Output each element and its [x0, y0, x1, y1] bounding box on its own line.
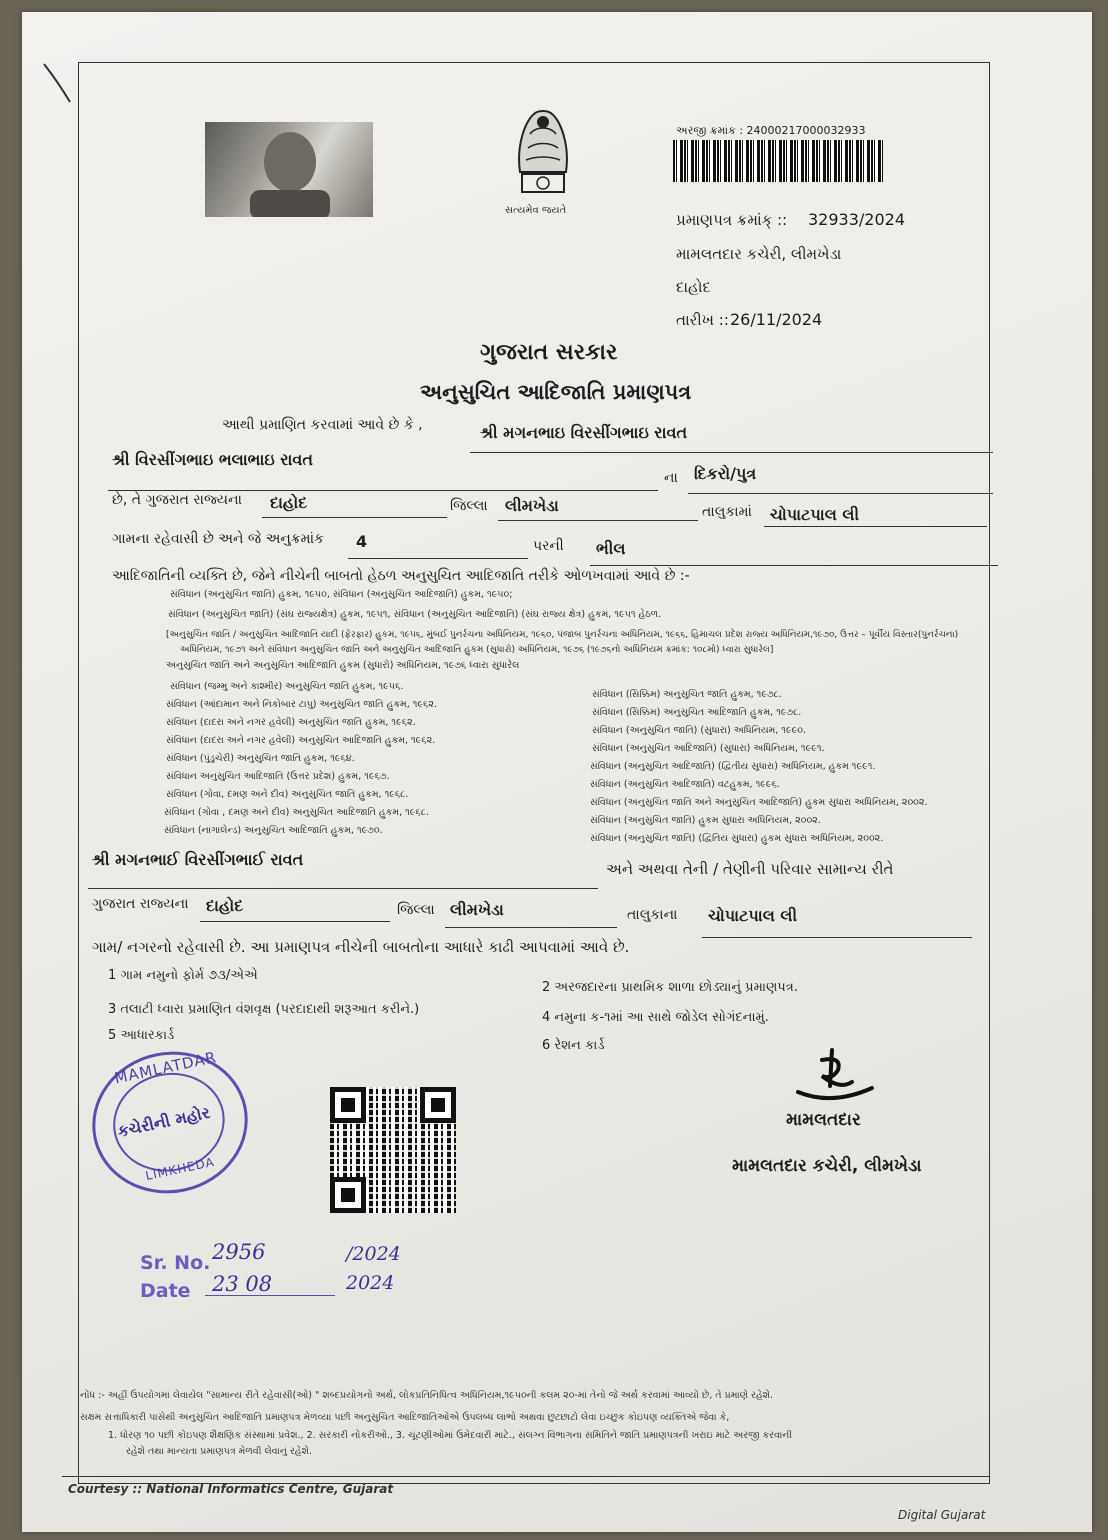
- serial-underline: [348, 558, 528, 559]
- order-left-7: સંવિધાન (ગોવા, દમણ અને દીવ) અનુસુચિત જાતિ હુકમ, ૧૯૬૮.: [166, 789, 409, 800]
- certificate-title: અનુસુચિત આદિજાતિ પ્રમાણપત્ર: [420, 380, 692, 404]
- residence-village-underline: [702, 937, 972, 938]
- order-right-2: સંવિધાન (સિક્કિમ) અનુસુચિત આદિજાતિ હુકમ, ૧૯૭૮.: [592, 707, 802, 718]
- handwritten-date-year: 2024: [346, 1272, 395, 1294]
- tribe-text: આદિજાતિની વ્યક્તિ છે, જેને નીચેની બાબતો હેઠળ અનુસુચિત આદિજાતિ તરીકે ઓળખવામાં આવે છે :-: [112, 568, 690, 584]
- residence-village-value: ચોપાટપાલ લી: [708, 906, 798, 925]
- village-underline: [764, 526, 987, 527]
- document-5: 5 આધારકાર્ડ: [108, 1028, 175, 1043]
- district-label: જિલ્લા: [450, 498, 488, 514]
- relation-value: દિકરો/પુત્ર: [694, 464, 757, 483]
- qr-finder-top-right: [420, 1087, 456, 1123]
- order-right-7: સંવિધાન (અનુસુચિત જાતિ અને અનુસુચિત આદિજાતિ) હુકમ સુધારા અધિનિયમ, ૨૦૦૨.: [590, 797, 928, 808]
- seal-bottom-text: LIMKHEDA: [144, 1154, 216, 1184]
- handwritten-date-underline: [205, 1295, 335, 1296]
- order-right-6: સંવિધાન (અનુસુચિત આદિજાતિ) વટહુકમ, ૧૯૯૬.: [590, 779, 780, 790]
- subdistrict-value: લીમખેડા: [505, 496, 559, 515]
- courtesy-text: Courtesy :: National Informatics Centre, Gujarat: [68, 1482, 394, 1496]
- residence-district-underline: [200, 921, 390, 922]
- signatory-designation: મામલતદાર: [786, 1110, 861, 1130]
- pen-mark: [40, 58, 80, 108]
- order-top-1: સંવિધાન (અનુસુચિત જાતિ) હુકમ, ૧૯૫૦, સંવિધાન (અનુસુચિત આદિજાતિ) હુકમ, ૧૯૫૦;: [170, 589, 513, 600]
- order-right-4: સંવિધાન (અનુસુચિત આદિજાતિ) (સુધારા) અધિનિયમ, ૧૯૯૧.: [592, 743, 825, 754]
- residence-district-label: જિલ્લા: [397, 902, 435, 918]
- certify-text: આથી પ્રમાણિત કરવામાં આવે છે કે ,: [222, 417, 423, 433]
- document-4: 4 નમુના ક-૧માં આ સાથે જોડેલ સોગંદનામું.: [542, 1010, 769, 1025]
- district-underline: [262, 517, 447, 518]
- basis-text: ગામ/ નગરનો રહેવાસી છે. આ પ્રમાણપત્ર નીચેની બાબતોના આધારે કાઢી આપવામાં આવે છે.: [92, 938, 630, 956]
- order-top-3: [અનુસુચિત જાતિ / અનુસુચિત આદિજાતિ યાદી (ફેરફાર) હુકમ, ૧૯૫૬, મુંબઈ પુનર્રચના અધિનિયમ, ૧૯૬૦, પંજાબ પુનર્રચના અધિનિયમ, ૧૯૬૬, હિમાચલ પ્રદેશ રાજ્ય અધિનિયમ,૧૯૭૦, ઉત્તર – પૂર્વીય વિસ્તાર(પુનર્રચના): [166, 630, 959, 640]
- on-label: પરની: [533, 538, 564, 554]
- serial-value: 4: [356, 532, 368, 551]
- issuing-district: દાહોદ: [676, 278, 711, 296]
- national-emblem-icon: [502, 104, 584, 204]
- district-value: દાહોદ: [270, 493, 308, 512]
- order-right-3: સંવિધાન (અનુસુચિત જાતિ) (સુધારા) અધિનિયમ, ૧૯૯૦.: [592, 725, 807, 736]
- village-value: ચોપાટપાલ લી: [770, 505, 860, 524]
- issue-date: 26/11/2024: [730, 310, 823, 329]
- order-left-3: સંવિધાન (દાદરા અને નગર હવેલી) અનુસુચિત જાતિ હુકમ, ૧૯૬૨.: [166, 717, 416, 728]
- issuing-office: મામલતદાર કચેરી, લીમખેડા: [676, 245, 842, 263]
- state-text: છે, તે ગુજરાત રાજ્યના: [112, 492, 242, 508]
- father-name: શ્રી વિરસીંગભાઇ ભલાભાઇ રાવત: [112, 450, 313, 469]
- resident-text: ગામના રહેવાસી છે અને જે અનુક્રમાંક: [112, 531, 324, 547]
- applicant-name-underline: [470, 452, 993, 453]
- verification-qr-code: [330, 1087, 456, 1213]
- order-top-5: અનુસુચિત જાતિ અને અનુસુચિત આદિજાતિ હુકમ (સુધારો) અધિનિયમ, ૧૯૭૬ ધ્વારા સુધારેલ: [166, 660, 520, 671]
- subdistrict-underline: [498, 520, 698, 521]
- residence-name: શ્રી મગનભાઈ વિરસીંગભાઈ રાવત: [92, 850, 304, 869]
- order-top-2: સંવિધાન (અનુસુચિત જાતિ) (સંઘ રાજ્યક્ષેત્ર) હુકમ, ૧૯૫૧, સંવિધાન (અનુસુચિત આદિજાતિ) (સંઘ રાજ્ય ક્ષેત્ર) હુકમ, ૧૯૫૧ હેઠળ.: [168, 609, 662, 620]
- footer-benefits-list: 1. ધોરણ ૧૦ પછી કોઇપણ શૈક્ષણિક સંસ્થામાં પ્રવેશ., 2. સરકારી નોકરીઓ., 3. ચૂંટણીઓમાં ઉમેદવારી માટે., સંલગ્ન વિભાગના સમિતિને જાતિ પ્રમાણપત્રની ખરાઇ માટે અરજી કરવાની: [108, 1430, 793, 1441]
- father-name-underline: [108, 490, 658, 491]
- order-left-4: સંવિધાન (દાદરા અને નગર હવેલી) અનુસુચિત આદિજાતિ હુકમ, ૧૯૬૨.: [166, 735, 436, 746]
- digital-gujarat-text: Digital Gujarat: [898, 1508, 986, 1522]
- order-left-8: સંવિધાન (ગોવા , દમણ અને દીવ) અનુસુચિત આદિજાતિ હુકમ, ૧૯૬૮.: [164, 807, 429, 818]
- order-left-9: સંવિધાન (નાગાલેન્ડ) અનુસુચિત આદિજાતિ હુકમ, ૧૯૭૦.: [164, 825, 383, 836]
- order-left-2: સંવિધાન (આંદામાન અને નિકોબાર ટાપુ) અનુસુચિત જાતિ હુકમ, ૧૯૬૨.: [166, 699, 437, 710]
- document-1: 1 ગામ નમુનો ફોર્મ ૭૩/એએ: [108, 968, 258, 983]
- seal-top-text: MAMLATDAR: [112, 1048, 219, 1088]
- date-label: તારીખ ::: [676, 311, 729, 329]
- sr-number-value: 2956: [212, 1240, 266, 1264]
- tribe-underline: [590, 565, 998, 566]
- residence-subdistrict-underline: [445, 927, 617, 928]
- taluka-label: તાલુકામાં: [702, 504, 752, 520]
- family-text: અને અથવા તેની / તેણીની પરિવાર સામાન્ય રીતે: [606, 860, 894, 878]
- emblem-motto: સત્યમેવ જયતે: [505, 205, 567, 216]
- order-right-8: સંવિધાન (અનુસુચિત જાતિ) હુકમ સુધારા અધિનિયમ, ૨૦૦૨.: [590, 815, 821, 826]
- qr-finder-bottom-left: [330, 1177, 366, 1213]
- signatory-office: મામલતદાર કચેરી, લીમખેડા: [732, 1156, 922, 1176]
- residence-state-text: ગુજરાત રાજ્યના: [92, 896, 189, 912]
- footer-validity-text: રહેશે તથા માન્યતા પ્રમાણપત્ર મેળવી લેવાનું રહેશે.: [126, 1446, 312, 1457]
- of-label: ના: [664, 470, 678, 486]
- applicant-name: શ્રી મગનભાઇ વિરસીંગભાઇ રાવત: [480, 423, 688, 442]
- footer-divider: [62, 1476, 990, 1477]
- certificate-number-label: પ્રમાણપત્ર ક્રમાંક્ ::: [676, 211, 788, 229]
- relation-underline: [688, 493, 993, 494]
- order-left-6: સંવિધાન અનુસુચિત આદિજાતિ (ઉત્તર પ્રદેશ) હુકમ, ૧૯૬૭.: [166, 771, 390, 782]
- footer-note: નોંધ :- અહીં ઉપયોગમાં લેવાયેલ "સામાન્ય રીતે રહેવાસી(ઓ) " શબ્દપ્રયોગનો અર્થ, લોકપ્રતિનિધિત્વ અધિનિયમ,૧૯૫૦ની કલમ ૨૦-માં તેનો જે અર્થ કરવામાં આવ્યો છે, તે પ્રમાણે રહેશે.: [80, 1390, 774, 1401]
- footer-eligibility-text: સક્ષમ સત્તાધિકારી પાસેથી અનુસુચિત આદિજાતિ પ્રમાણપત્ર મેળવ્યા પછી અનુસુચિત આદિજાતિઓએ ઉપલબ્ધ લાભો અથવા છુટછાટો લેવા ઇચ્છુક કોઇપણ વ્યક્તિએ જેવા કે,: [80, 1412, 730, 1423]
- document-2: 2 અરજદારના પ્રાથમિક શાળા છોડ્યાનું પ્રમાણપત્ર.: [542, 980, 798, 995]
- order-right-5: સંવિધાન (અનુસુચિત આદિજાતિ) (દ્વિતીય સુધારા) અધિનિયમ, હુકમ ૧૯૯૧.: [590, 761, 876, 772]
- residence-taluka-label: તાલુકાના: [627, 907, 678, 923]
- application-number: અરજી ક્રમાંક : 24000217000032933: [676, 124, 866, 137]
- government-title: ગુજરાત સરકાર: [480, 340, 618, 365]
- certificate-number: 32933/2024: [808, 210, 906, 229]
- order-left-5: સંવિધાન (પુંડુચેરી) અનુસુચિત જાતિ હુકમ, ૧૯૬૪.: [166, 753, 355, 764]
- person-silhouette-icon: [205, 122, 373, 217]
- order-left-1: સંવિધાન (જમ્મુ અને કાશ્મીર) અનુસુચિત જાતિ હુકમ, ૧૯૫૬.: [170, 681, 404, 692]
- qr-finder-top-left: [330, 1087, 366, 1123]
- document-3: 3 તલાટી ધ્વારા પ્રમાણિત વંશવૃક્ષ (પરદાદાથી શરૂઆત કરીને.): [108, 1002, 420, 1017]
- document-6: 6 રેશન કાર્ડ: [542, 1038, 605, 1053]
- residence-district-value: દાહોદ: [206, 896, 244, 915]
- order-right-9: સંવિધાન (અનુસુચિત જાતિ) (દ્વિતિય સુધારા) હુકમ સુધારા અધિનિયમ, ૨૦૦૨.: [590, 833, 884, 844]
- handwritten-date-value: 23 08: [212, 1272, 273, 1296]
- seal-center-text: કચેરીની મહોર: [115, 1102, 212, 1141]
- handwritten-date-label: Date: [140, 1280, 191, 1302]
- sr-number-label: Sr. No.: [140, 1252, 211, 1274]
- order-right-1: સંવિધાન (સિક્કિમ) અનુસુચિત જાતિ હુકમ, ૧૯૭૮.: [592, 689, 782, 700]
- barcode: [673, 140, 883, 182]
- tribe-value: ભીલ: [596, 539, 626, 558]
- sr-number-year: /2024: [346, 1243, 401, 1265]
- order-top-4: અધિનિયમ, ૧૯૭૧ અને સંવિધાન અનુસુચિત જાતિ અને અનુસુચિત આદિજાતિ હુકમ (સુધારો) અધિનિયમ, ૧૯૭૬ (૧૯૭૬નો અધિનિયમ ક્રમાંક: ૧૦૮મો) ધ્વારા સુધારેલ]: [180, 645, 774, 655]
- residence-subdistrict-value: લીમખેડા: [450, 900, 504, 919]
- residence-name-underline: [88, 888, 598, 889]
- applicant-photo: [205, 122, 373, 217]
- signature-icon: [792, 1046, 878, 1112]
